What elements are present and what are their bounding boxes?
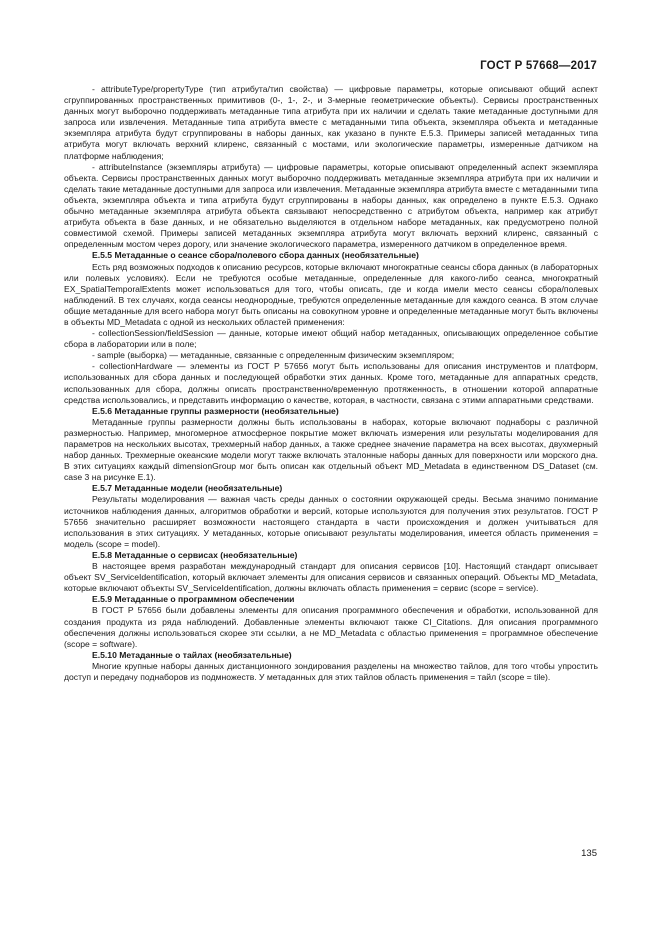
page-number: 135 [581,848,597,859]
list-item-collection-hardware: - collectionHardware — элементы из ГОСТ Р 57656 могут быть использованы для описания инструментов и платформ, использованных для сбора данных и последующей обработки этих данных. Кроме того, метаданные для аппаратных средств, использованных для сбора, должны описать пространственно/временную протяженность, в отношении которой аппаратные средства использовались, и представить информацию о качестве, которая, в частности, связана с этими аппаратными средствами. [64,361,598,405]
paragraph-collection-sessions: Есть ряд возможных подходов к описанию ресурсов, которые включают многократные сеансы сбора данных (в лабораторных или полевых условиях). Если не требуются особые метаданные, определенные для какого-либо сеанса, многократный EX_SpatialTemporalExtents может использоваться для того, чтобы описать, где и когда имели место сеансы сбора/полевых наблюдений. В тех случаях, когда сеансы неоднородные, требуются определенные метаданные для каждого сеанса. В этом случае общие метаданные для всего набора могут быть описаны на совокупном уровне и определенные метаданные могут быть включены в объекты MD_Metadata с одной из нескольких областей применения: [64,261,598,327]
document-body [64,84,598,683]
heading-e-5-7: Е.5.7 Метаданные модели (необязательные) [92,483,283,494]
list-item-sample: - sample (выборка) — метаданные, связанные с определенным физическим экземпляром; [92,350,455,361]
paragraph-dimension-group: Метаданные группы размерности должны быть использованы в наборах, которые включают поднаборы с различной размерностью. Например, многомерное атмосферное покрытие может включать измерения или результаты моделирования для параметров на нескольких высотах, трехмерный набор данных, а также среднее значение параметра на всех высотах, двухмерный набор данных. Трехмерные океанские модели могут также включать эталонные наборы данных для поверхности или морского дна. В этих ситуациях каждый dimensionGroup мог быть описан как отдельный объект MD_Metadata в единственном DS_Dataset (см. case 3 на рисунке Е.1). [64,416,598,483]
paragraph-model: Результаты моделирования — важная часть среды данных о состоянии окружающей среды. Весьма значимо понимание источников наблюдения данных, алгоритмов обработки и версий, которые используются для получения этих результатов. ГОСТ Р 57656 значительно расширяет возможности настоящего стандарта в части происхождения и должен учитываться для использования в этих ситуациях. У метаданных, которые описывают результаты моделирования, имеется область применения = модель (scope = model). [64,494,598,549]
paragraph-attribute-type: - attributeType/propertyType (тип атрибута/тип свойства) — цифровые параметры, которые описывают общий аспект сгруппированных пространственных примитивов (0-, 1-, 2-, и 3-мерные геометрические объекты). Сервисы пространственных данных могут выборочно поддерживать метаданные типа атрибута при их наличии и сделать такие метаданные доступными для запроса или извлечения. Метаданные типа атрибута вместе с метаданными типа объекта, экземпляра объекта и метаданные экземпляра атрибута будут сгруппированы в наборы данных, как указано в пункте Е.5.3. Примеры записей метаданных типа атрибута могут включать верхний клиренс, связанный с мостами, или экологические параметры, измеренные датчиком на платформе наблюдения; [64,84,598,161]
paragraph-services: В настоящее время разработан международный стандарт для описания сервисов [10]. Настоящий стандарт описывает объект SV_ServiceIdentification, который включает элементы для описания сервисов и связанных операций. Объекты MD_Metadata, которые включают объекты SV_ServiceIdentification, должны включать область применения = сервис (scope = service). [64,561,598,594]
heading-e-5-10: Е.5.10 Метаданные о тайлах (необязательные) [92,649,292,660]
list-item-collection-session: - collectionSession/fieldSession — данные, которые имеют общий набор метаданных, описывающих определенное событие сбора в лаборатории или в поле; [64,328,598,350]
paragraph-software: В ГОСТ Р 57656 были добавлены элементы для описания программного обеспечения и обработки, использованной для создания продукта из ряда наблюдений. Добавленные элементы включают также CI_Citations. Для описания программного обеспечения должны использоваться скорее эти ссылки, а не MD_Metadata с областью применения = программное обеспечение (scope = software). [64,605,598,649]
paragraph-tiles: Многие крупные наборы данных дистанционного зондирования разделены на множество тайлов, для того чтобы упростить доступ и передачу поднаборов из подмножеств. У метаданных для этих тайлов область применения = тайл (scope = tile). [64,660,598,682]
heading-e-5-8: Е.5.8 Метаданные о сервисах (необязательные) [92,549,298,560]
standard-header: ГОСТ Р 57668—2017 [480,60,597,72]
paragraph-attribute-instance: - attributeInstance (экземпляры атрибута) — цифровые параметры, которые описывают определенный аспект экземпляра объекта. Сервисы пространственных данных могут выборочно поддерживать метаданные экземпляра атрибута при их наличии и сделать такие метаданные доступными для запроса или извлечения. Метаданные экземпляра атрибута вместе с метаданными типа объекта, экземпляра объекта и типа атрибута будут сгруппированы в наборы данных, как определено в пункте Е.5.3. Однако обычно метаданные экземпляра атрибута объекта связывают непосредственно с атрибутом объекта, например как атрибут атрибута объекта в базе данных, и не обязательно выделяются в отдельном наборе метаданных, как предусмотрено полной совместимой схемой. Примеры записей метаданных экземпляра атрибута могут включать верхний клиренс, связанный с определенным мостом через дорогу, или значение экологического параметра, измеренного датчиком в определенное время. [64,161,598,250]
heading-e-5-6: Е.5.6 Метаданные группы размерности (необязательные) [92,405,339,416]
heading-e-5-9: Е.5.9 Метаданные о программном обеспечении [92,594,295,605]
heading-e-5-5: Е.5.5 Метаданные о сеансе сбора/полевого сбора данных (необязательные) [92,250,419,261]
